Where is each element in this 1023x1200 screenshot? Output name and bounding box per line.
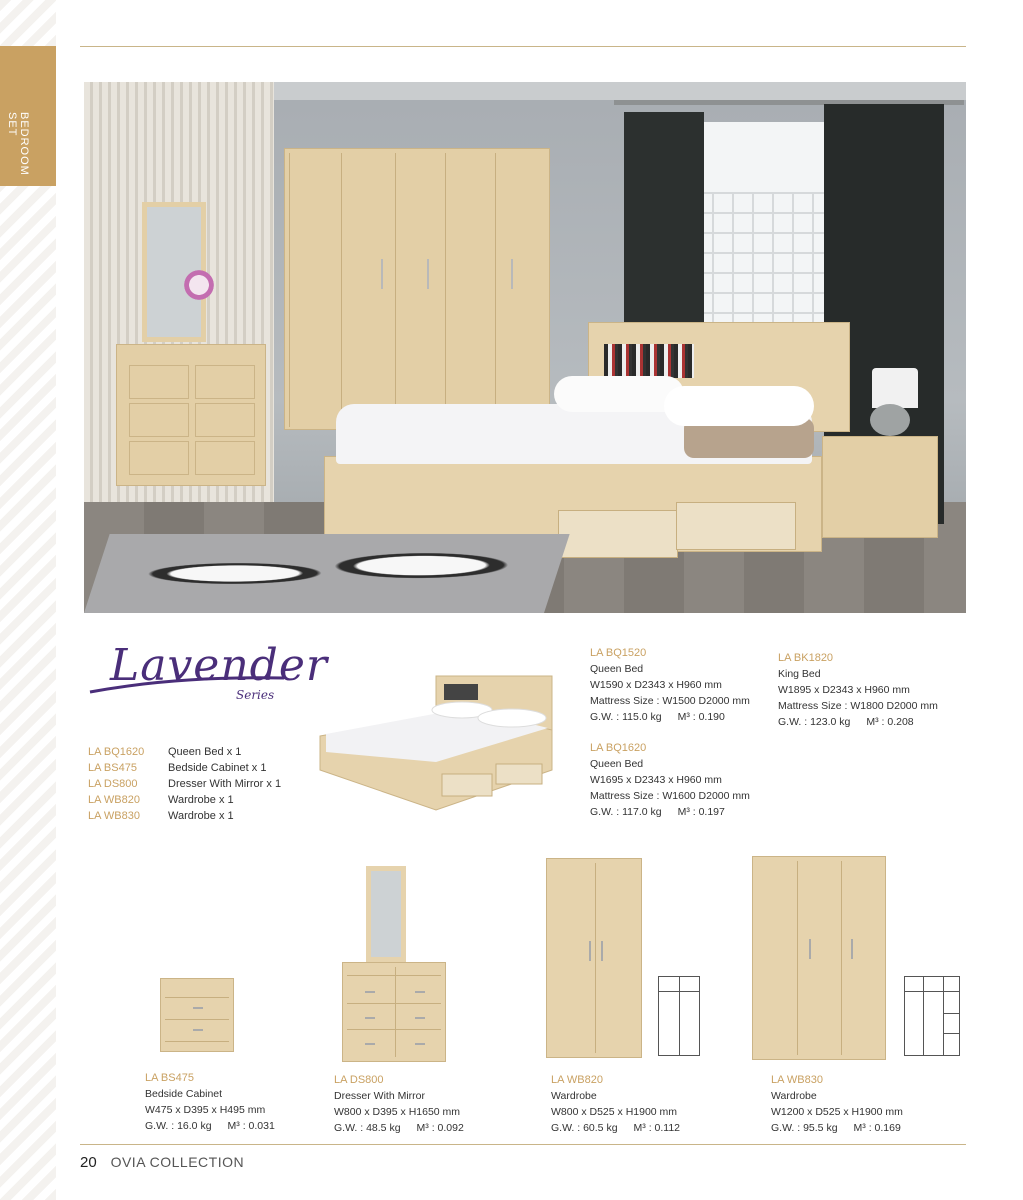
list-item: LA WB820 Wardrobe x 1 — [88, 794, 234, 806]
product-name: Bedside Cabinet — [145, 1088, 223, 1100]
product-name: King Bed — [778, 668, 821, 680]
bottom-divider — [80, 1144, 966, 1145]
gross-weight: G.W. : 16.0 kg — [145, 1120, 212, 1132]
volume: M³ : 0.031 — [227, 1120, 275, 1132]
product-name: Wardrobe — [551, 1090, 597, 1102]
hero-bedroom-photo — [84, 82, 966, 613]
product-dimensions: W800 x D395 x H1650 mm — [334, 1106, 461, 1118]
gross-weight: G.W. : 60.5 kg — [551, 1122, 618, 1134]
product-code: LA DS800 — [334, 1074, 384, 1086]
mattress-size: Mattress Size : W1800 D2000 mm — [778, 700, 938, 712]
product-dimensions: W1200 x D525 x H1900 mm — [771, 1106, 903, 1118]
dresser-mirror-image — [366, 866, 406, 962]
set-contents-list — [88, 744, 281, 824]
series-logo-subtitle: Series — [236, 688, 275, 702]
gross-weight: G.W. : 95.5 kg — [771, 1122, 838, 1134]
product-dimensions: W475 x D395 x H495 mm — [145, 1104, 266, 1116]
product-dimensions: W1895 x D2343 x H960 mm — [778, 684, 910, 696]
wardrobe-2-door-product-image — [546, 858, 642, 1058]
product-code: LA BQ1620 — [590, 742, 647, 754]
queen-bed-product-image — [316, 670, 566, 820]
dresser-product-image — [342, 962, 446, 1062]
bedside-cabinet-product-image — [160, 978, 234, 1052]
gross-weight: G.W. : 115.0 kg — [590, 711, 662, 723]
spec-la-wb830 — [771, 1072, 903, 1136]
volume: M³ : 0.169 — [853, 1122, 901, 1134]
product-name: Queen Bed — [590, 758, 644, 770]
mattress-size: Mattress Size : W1600 D2000 mm — [590, 790, 750, 802]
volume: M³ : 0.197 — [677, 806, 725, 818]
spec-la-ds800 — [334, 1072, 464, 1136]
product-name: Dresser With Mirror — [334, 1090, 425, 1102]
product-code: LA BQ1520 — [590, 647, 647, 659]
spec-la-bq1520 — [590, 645, 750, 725]
product-dimensions: W1590 x D2343 x H960 mm — [590, 679, 722, 691]
hero-wardrobe — [284, 148, 550, 430]
spec-la-bq1620 — [590, 740, 750, 820]
product-name: Queen Bed — [590, 663, 644, 675]
list-item: LA WB830 Wardrobe x 1 — [88, 810, 234, 822]
wardrobe-3-door-interior-diagram — [904, 976, 960, 1056]
wardrobe-2-door-interior-diagram — [658, 976, 700, 1056]
top-divider — [80, 46, 966, 47]
section-tab — [0, 46, 56, 186]
product-code: LA WB830 — [771, 1074, 823, 1086]
product-code: LA WB820 — [551, 1074, 603, 1086]
hero-rug — [84, 534, 570, 613]
page-number: 20 — [80, 1154, 97, 1171]
gross-weight: G.W. : 117.0 kg — [590, 806, 662, 818]
gross-weight: G.W. : 48.5 kg — [334, 1122, 401, 1134]
series-logo: Lavender — [110, 640, 328, 691]
volume: M³ : 0.190 — [677, 711, 725, 723]
product-code: LA BS475 — [145, 1072, 194, 1084]
volume: M³ : 0.208 — [866, 716, 914, 728]
product-dimensions: W800 x D525 x H1900 mm — [551, 1106, 678, 1118]
section-tab-label: BEDROOM SET — [6, 112, 30, 176]
volume: M³ : 0.092 — [416, 1122, 464, 1134]
list-item: LA BQ1620 Queen Bed x 1 — [88, 746, 242, 758]
spec-la-wb820 — [551, 1072, 680, 1136]
product-name: Wardrobe — [771, 1090, 817, 1102]
list-item: LA BS475 Bedside Cabinet x 1 — [88, 762, 267, 774]
spec-la-bk1820 — [778, 650, 938, 730]
hero-nightstand — [822, 436, 938, 538]
product-code: LA BK1820 — [778, 652, 834, 664]
hero-dresser — [116, 344, 266, 486]
volume: M³ : 0.112 — [633, 1122, 681, 1134]
gross-weight: G.W. : 123.0 kg — [778, 716, 851, 728]
page-footer — [80, 1154, 244, 1171]
spec-la-bs475 — [145, 1070, 275, 1134]
mattress-size: Mattress Size : W1500 D2000 mm — [590, 695, 750, 707]
product-dimensions: W1695 x D2343 x H960 mm — [590, 774, 722, 786]
wardrobe-3-door-product-image — [752, 856, 886, 1060]
list-item: LA DS800 Dresser With Mirror x 1 — [88, 778, 282, 790]
footer-brand: OVIA COLLECTION — [110, 1154, 245, 1170]
